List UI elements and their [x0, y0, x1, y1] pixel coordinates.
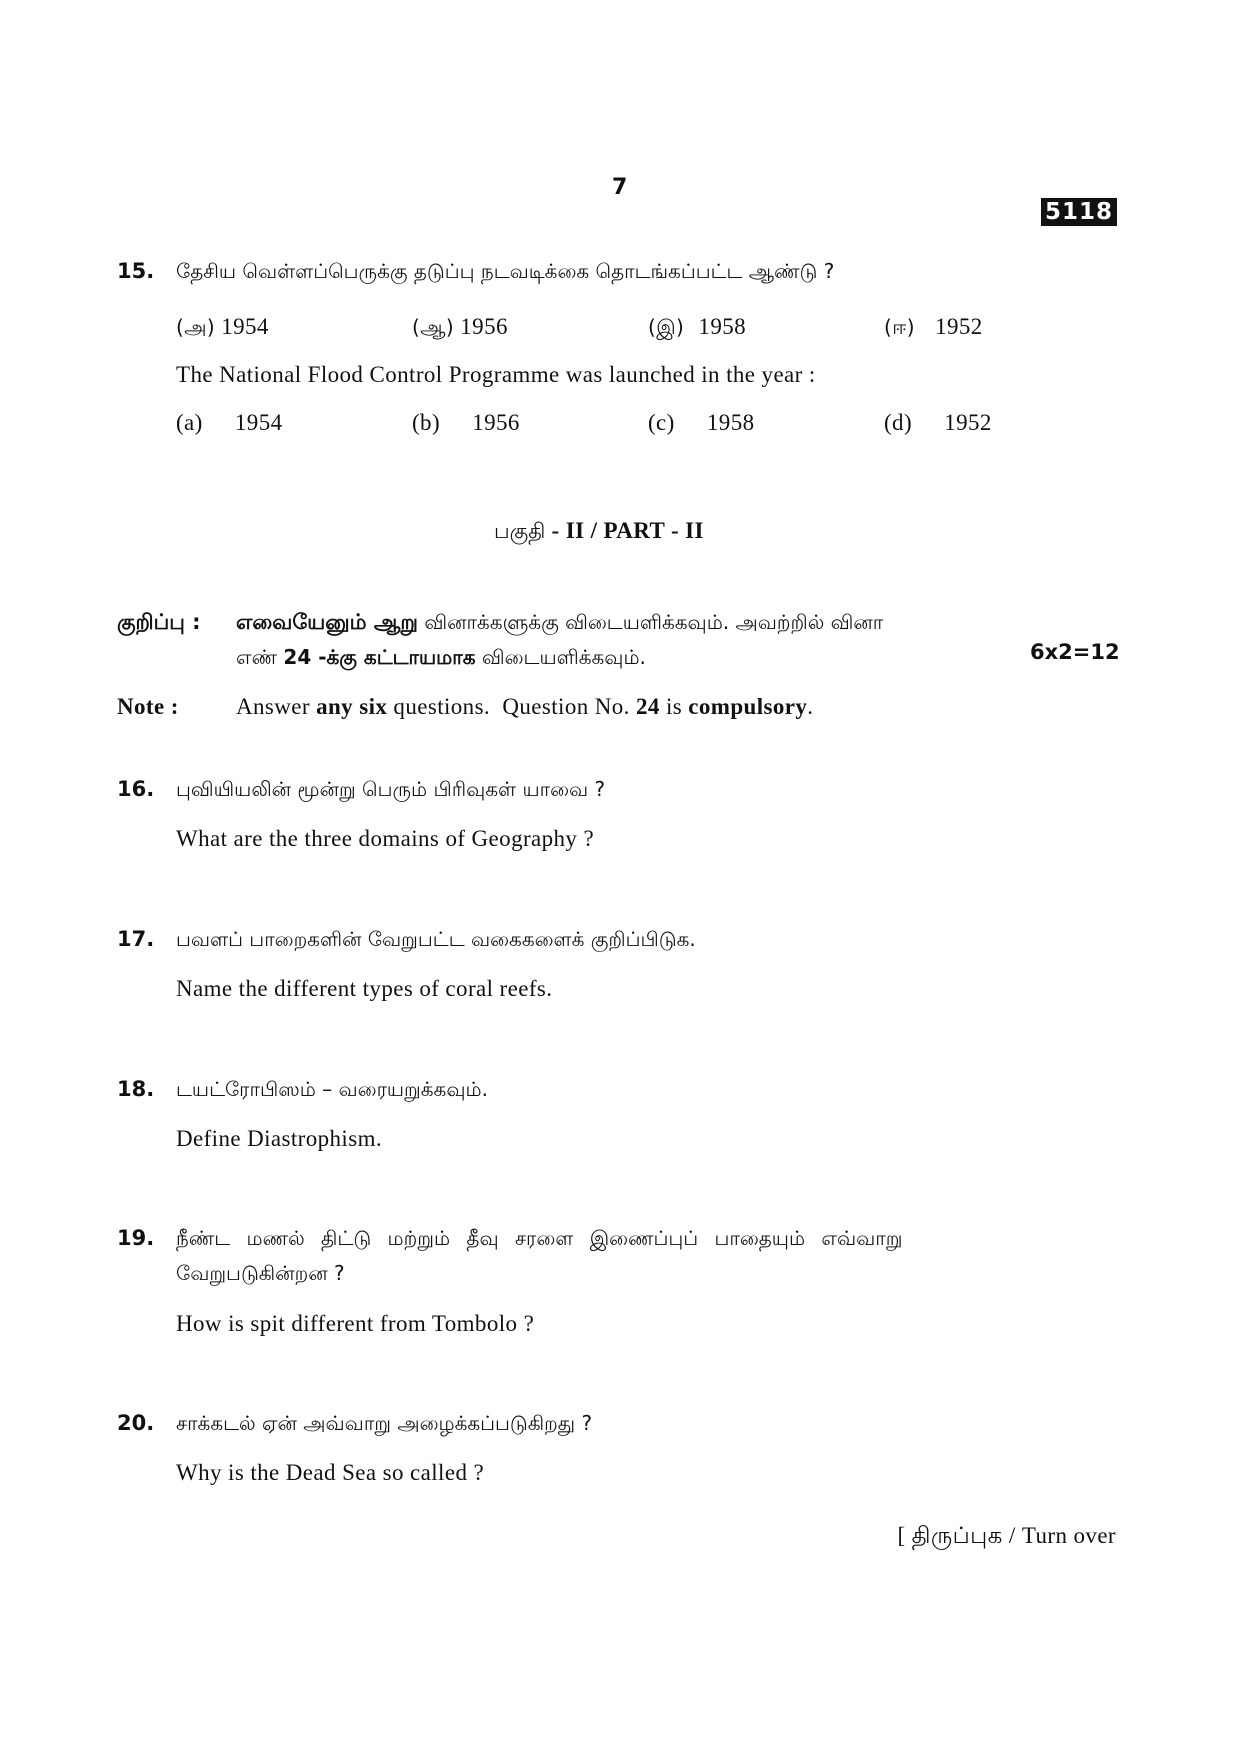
option-value: 1952: [935, 314, 983, 339]
q15-english-option-c: [648, 410, 755, 436]
option-value: 1952: [944, 410, 992, 435]
note-english-mid2: is: [659, 694, 689, 719]
q15-english-option-d: [884, 410, 992, 436]
question-18-english: Define Diastrophism.: [176, 1126, 383, 1151]
question-17-english: Name the different types of coral reefs.: [176, 976, 553, 1001]
option-label: (இ): [648, 315, 685, 339]
question-19-tamil-line1: நீண்ட மணல் திட்டு மற்றும் தீவு சரளை இணைப்புப் பாதையும் எவ்வாறு: [176, 1226, 903, 1250]
q15-tamil-option-a: [176, 314, 269, 342]
question-number: 16.: [117, 777, 155, 801]
part-heading-english: - II / PART - II: [545, 518, 704, 543]
note-tamil-bold: எவையேனும் ஆறு: [236, 610, 418, 634]
question-15-english: The National Flood Control Programme was launched in the year :: [176, 362, 816, 387]
note-tamil-pre: எண்: [236, 645, 284, 669]
page-number: 7: [612, 175, 628, 200]
note-english-label: Note :: [117, 694, 179, 719]
note-tamil-line1: [236, 610, 883, 637]
note-english-any-six: any six: [316, 694, 388, 719]
part-heading-tamil: பகுதி: [494, 519, 546, 543]
option-value: 1954: [234, 410, 283, 435]
note-english-compulsory: compulsory: [688, 694, 808, 719]
question-number: 17.: [117, 927, 155, 951]
option-value: 1958: [698, 314, 747, 339]
part-heading: [494, 518, 704, 546]
option-label: (ஆ): [412, 315, 455, 339]
note-tamil-rest: வினாக்களுக்கு விடையளிக்கவும். அவற்றில் வினா: [417, 610, 884, 634]
question-18-tamil: டயட்ரோபிஸம் – வரையறுக்கவும்.: [176, 1077, 488, 1101]
paper-code-badge: 5118: [1041, 198, 1117, 226]
note-english-qno: 24: [635, 694, 660, 719]
note-english-pre: Answer: [236, 694, 317, 719]
option-value: 1954: [221, 314, 269, 339]
option-value: 1958: [706, 410, 755, 435]
question-17-tamil: பவளப் பாறைகளின் வேறுபட்ட வகைகளைக் குறிப்பிடுக.: [176, 927, 696, 951]
question-number: 18.: [117, 1077, 155, 1101]
note-english-end: .: [807, 694, 814, 719]
question-19-tamil-line2: வேறுபடுகின்றன ?: [176, 1261, 345, 1285]
question-number: 20.: [117, 1411, 155, 1435]
note-english-mid: questions. Question No.: [387, 694, 636, 719]
option-label: (c): [648, 410, 675, 435]
q15-english-option-a: [176, 410, 283, 436]
turn-over-note: [ திருப்புக / Turn over: [897, 1523, 1116, 1548]
question-19-english: How is spit different from Tombolo ?: [176, 1311, 535, 1336]
option-label: (அ): [176, 315, 216, 339]
note-english-text: [236, 694, 813, 720]
question-16-tamil: புவியியலின் மூன்று பெரும் பிரிவுகள் யாவை ?: [176, 777, 606, 801]
q15-tamil-option-c: [648, 314, 746, 342]
option-label: (b): [412, 410, 441, 435]
option-label: (d): [884, 410, 913, 435]
option-value: 1956: [460, 314, 508, 339]
option-label: (ஈ): [884, 315, 915, 339]
question-20-english: Why is the Dead Sea so called ?: [176, 1460, 485, 1485]
question-number: 19.: [117, 1226, 155, 1250]
question-20-tamil: சாக்கடல் ஏன் அவ்வாறு அழைக்கப்படுகிறது ?: [176, 1411, 593, 1435]
option-label: (a): [176, 410, 203, 435]
question-15-tamil: தேசிய வெள்ளப்பெருக்கு தடுப்பு நடவடிக்கை தொடங்கப்பட்ட ஆண்டு ?: [176, 259, 835, 283]
q15-tamil-option-d: [884, 314, 983, 342]
q15-tamil-option-b: [412, 314, 508, 342]
note-tamil-bold2: 24 -க்கு கட்டாயமாக: [283, 645, 476, 669]
question-number: 15.: [117, 259, 155, 283]
note-tamil-line2: [236, 645, 646, 672]
question-16-english: What are the three domains of Geography ?: [176, 826, 595, 851]
marks-allotment: 6x2=12: [1030, 640, 1120, 664]
note-tamil-label: குறிப்பு :: [117, 610, 201, 634]
note-tamil-rest2: விடையளிக்கவும்.: [475, 645, 646, 669]
q15-english-option-b: [412, 410, 520, 436]
option-value: 1956: [472, 410, 520, 435]
